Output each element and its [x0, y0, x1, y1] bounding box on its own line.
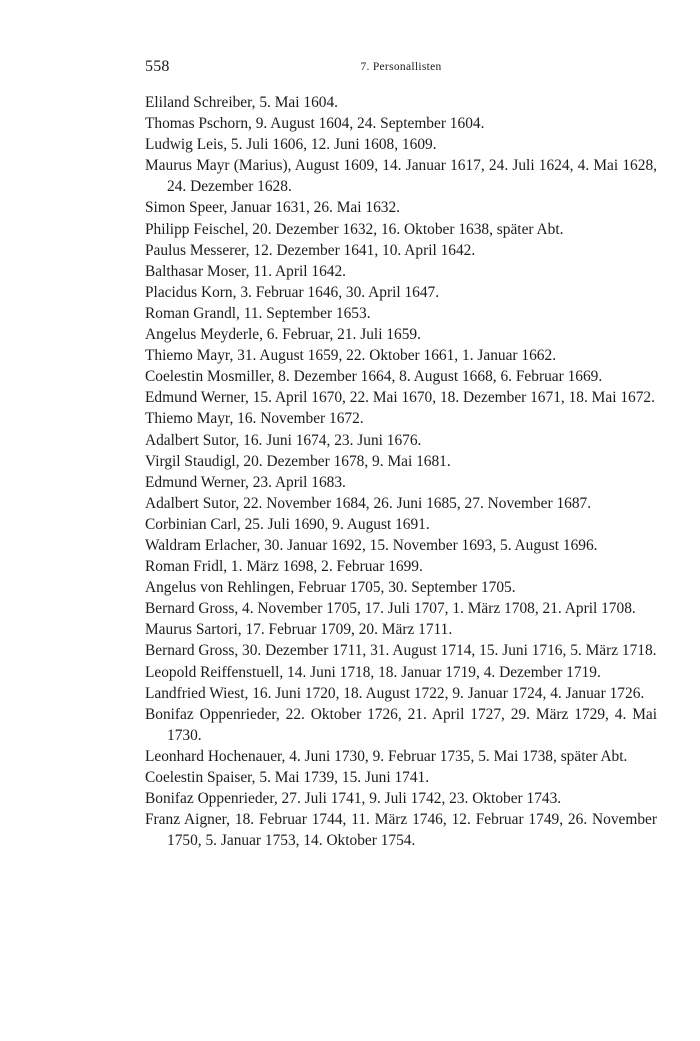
list-item: Coelestin Mosmiller, 8. Dezember 1664, 8. August 1668, 6. Februar 1669.	[145, 368, 603, 386]
list-item: Landfried Wiest, 16. Juni 1720, 18. August 1722, 9. Januar 1724, 4. Januar 1726.	[145, 684, 645, 702]
list-item: Coelestin Spaiser, 5. Mai 1739, 15. Juni 1741.	[145, 769, 430, 786]
list-item: Placidus Korn, 3. Februar 1646, 30. April 1647.	[145, 283, 440, 301]
list-item: Roman Grandl, 11. September 1653.	[145, 304, 371, 322]
list-item: Angelus von Rehlingen, Februar 1705, 30. September 1705.	[145, 579, 516, 597]
running-head: 7. Personallisten	[360, 61, 442, 73]
list-item: Adalbert Sutor, 22. November 1684, 26. Juni 1685, 27. November 1687.	[145, 494, 592, 512]
list-item: Edmund Werner, 23. April 1683.	[145, 473, 346, 491]
list-item: Maurus Sartori, 17. Februar 1709, 20. März 1711.	[145, 621, 453, 639]
list-item: Bonifaz Oppenrieder, 27. Juli 1741, 9. Juli 1742, 23. Oktober 1743.	[145, 790, 562, 808]
list-item: Virgil Staudigl, 20. Dezember 1678, 9. Mai 1681.	[145, 452, 451, 470]
list-item: Bonifaz Oppenrieder, 22. Oktober 1726, 21. April 1727, 29. März 1729, 4. Mai 1730.	[145, 705, 657, 744]
list-item: Corbinian Carl, 25. Juli 1690, 9. August 1691.	[145, 515, 430, 533]
list-item: Balthasar Moser, 11. April 1642.	[145, 262, 347, 280]
list-item: Bernard Gross, 30. Dezember 1711, 31. August 1714, 15. Juni 1716, 5. März 1718.	[145, 642, 657, 660]
list-item: Simon Speer, Januar 1631, 26. Mai 1632.	[145, 199, 401, 217]
list-item: Adalbert Sutor, 16. Juni 1674, 23. Juni 1676.	[145, 431, 422, 449]
list-item: Leonhard Hochenauer, 4. Juni 1730, 9. Februar 1735, 5. Mai 1738, später Abt.	[145, 747, 628, 765]
list-item: Bernard Gross, 4. November 1705, 17. Juli 1707, 1. März 1708, 21. April 1708.	[145, 600, 636, 618]
list-item: Paulus Messerer, 12. Dezember 1641, 10. April 1642.	[145, 241, 476, 259]
personnel-list	[145, 92, 657, 851]
list-item: Ludwig Leis, 5. Juli 1606, 12. Juni 1608, 1609.	[145, 136, 437, 154]
list-item: Thiemo Mayr, 31. August 1659, 22. Oktober 1661, 1. Januar 1662.	[145, 347, 557, 365]
list-item: Thomas Pschorn, 9. August 1604, 24. September 1604.	[145, 115, 485, 133]
list-item: Eliland Schreiber, 5. Mai 1604.	[145, 94, 339, 111]
page-header	[145, 58, 657, 80]
list-item: Maurus Mayr (Marius), August 1609, 14. Januar 1617, 24. Juli 1624, 4. Mai 1628, 24. Dezember 1628.	[145, 157, 657, 196]
list-item: Edmund Werner, 15. April 1670, 22. Mai 1670, 18. Dezember 1671, 18. Mai 1672.	[145, 389, 655, 407]
list-item: Roman Fridl, 1. März 1698, 2. Februar 1699.	[145, 558, 423, 576]
page-number: 558	[145, 58, 170, 75]
list-item: Leopold Reiffenstuell, 14. Juni 1718, 18. Januar 1719, 4. Dezember 1719.	[145, 663, 601, 681]
list-item: Philipp Feischel, 20. Dezember 1632, 16. Oktober 1638, später Abt.	[145, 220, 564, 238]
list-item: Franz Aigner, 18. Februar 1744, 11. März 1746, 12. Februar 1749, 26. November 1750, 5. Januar 1753, 14. Oktober 1754.	[145, 811, 657, 850]
list-item: Angelus Meyderle, 6. Februar, 21. Juli 1659.	[145, 326, 421, 344]
list-item: Waldram Erlacher, 30. Januar 1692, 15. November 1693, 5. August 1696.	[145, 536, 598, 554]
list-item: Thiemo Mayr, 16. November 1672.	[145, 410, 364, 428]
